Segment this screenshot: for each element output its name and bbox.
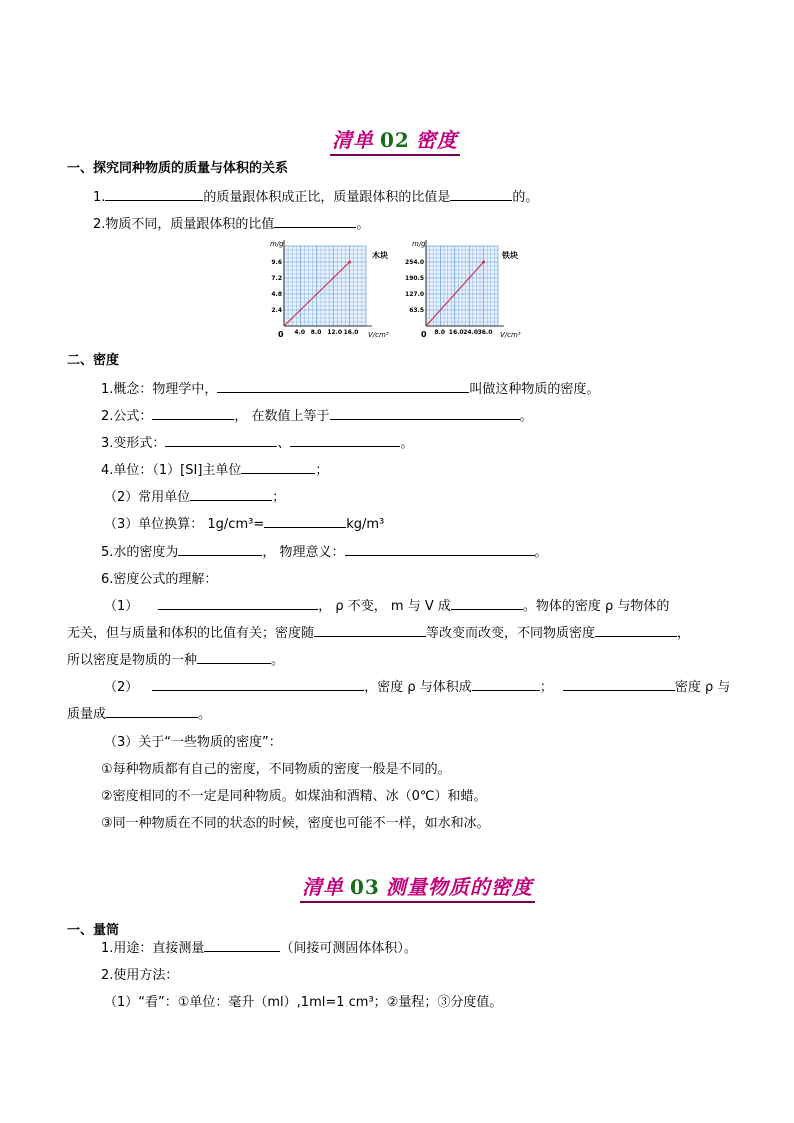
chart-wood-data-point (348, 261, 351, 264)
text: 2.公式： (101, 409, 153, 424)
chapter-02-number: 02 (380, 128, 410, 152)
density-unit-conversion (104, 513, 384, 532)
blank[interactable] (217, 380, 469, 393)
text: 。 (400, 436, 414, 451)
chapter-02-title (330, 124, 460, 156)
blank[interactable] (264, 515, 346, 528)
text: （间接可测固体体积）。 (280, 941, 417, 956)
chart-wood-y-tick-label: 9.6 (271, 259, 282, 266)
water-density (101, 541, 548, 560)
text: ， 物理意义： (262, 545, 345, 560)
chart-wood-x-axis-label: V/cm³ (368, 331, 389, 339)
density-variants (101, 432, 413, 451)
chapter-02-label: 清单 (332, 128, 374, 152)
text: 叫做这种物质的密度。 (469, 382, 600, 397)
text: ； (539, 680, 553, 695)
chart-iron-x-tick-label: 16.0 (448, 329, 464, 336)
understanding-3-title: （3）关于“一些物质的密度”： (104, 735, 282, 750)
blank[interactable] (190, 488, 272, 501)
chart-iron-x-tick-label: 36.0 (477, 329, 493, 336)
blank[interactable] (105, 188, 203, 201)
text: 等改变而改变，不同物质密度 (426, 626, 596, 641)
text: ， 在数值上等于 (234, 409, 330, 424)
text: 。 (198, 707, 212, 722)
text: 密度 ρ 与 (674, 680, 731, 695)
chart-wood-x-tick-label: 8.0 (310, 329, 322, 336)
text: kg/m³ (346, 517, 385, 532)
text: ， (677, 626, 691, 641)
formula-understanding-title: 6.密度公式的理解： (101, 572, 218, 587)
blank[interactable] (274, 215, 356, 228)
text: 5.水的密度为 (101, 545, 179, 560)
chart-iron-y-tick-label: 127.0 (405, 291, 424, 298)
understanding-1 (104, 595, 669, 614)
chart-iron-data-point (482, 261, 485, 264)
blank[interactable] (451, 597, 523, 610)
section-mass-volume-title: 一、探究同种物质的质量与体积的关系 (67, 161, 289, 176)
text: 。 (271, 653, 285, 668)
text: ； (315, 463, 329, 478)
blank[interactable] (330, 407, 520, 420)
chart-wood-y-tick-label: 7.2 (271, 275, 282, 282)
chart-iron-y-tick-label: 254.0 (405, 259, 424, 266)
chapter-03-title (300, 871, 535, 903)
text: 。物体的密度 ρ 与物体的 (522, 599, 670, 614)
text: 的。 (512, 190, 539, 205)
blank[interactable] (314, 624, 426, 637)
chart-wood-y-tick-label: 4.8 (271, 291, 282, 298)
chapter-03-label: 清单 (302, 875, 344, 899)
density-unit-si (101, 459, 328, 478)
text: 。 (519, 409, 533, 424)
line-1 (93, 186, 538, 205)
chart-wood-x-tick-label: 4.0 (294, 329, 306, 336)
section-cylinder-title: 一、量筒 (67, 923, 120, 938)
fact-3: ③同一种物质在不同的状态的时候，密度也可能不一样，如水和冰。 (101, 816, 490, 831)
text: （2）常用单位 (104, 490, 191, 505)
blank[interactable] (152, 407, 234, 420)
text: 所以密度是物质的一种 (67, 653, 198, 668)
blank[interactable] (204, 939, 280, 952)
blank[interactable] (563, 678, 675, 691)
cylinder-usage (101, 937, 417, 956)
chart-iron-y-axis-label: m/g (412, 240, 426, 248)
text: 、 (277, 436, 291, 451)
chart-wood-x-tick-label: 12.0 (327, 329, 343, 336)
blank[interactable] (595, 624, 677, 637)
density-concept (101, 378, 599, 397)
chart-iron-y-tick-label: 63.5 (409, 307, 424, 314)
chapter-03-name: 测量物质的密度 (385, 875, 533, 899)
section-density-title: 二、密度 (67, 353, 120, 368)
chart-iron (402, 236, 542, 342)
text: ②量程；③分度值。 (386, 995, 503, 1010)
blank[interactable] (241, 461, 315, 474)
line-2 (93, 213, 369, 232)
text: 2.物质不同，质量跟体积的比值 (93, 217, 275, 232)
text: ； (272, 490, 286, 505)
density-unit-common (104, 486, 285, 505)
blank[interactable] (158, 597, 318, 610)
text: 1.概念：物理学中， (101, 382, 218, 397)
fact-2: ②密度相同的不一定是同种物质。如煤油和酒精、冰（0℃）和蜡。 (101, 789, 487, 804)
text: ，密度 ρ 与体积成 (364, 680, 472, 695)
blank[interactable] (197, 651, 271, 664)
understanding-2 (104, 676, 730, 695)
cylinder-look (104, 991, 502, 1010)
text: 1. (93, 190, 106, 205)
understanding-1-end (67, 649, 284, 668)
text: （2） (104, 680, 139, 695)
chapter-03-number: 03 (350, 875, 380, 899)
chart-iron-x-tick-label: 8.0 (434, 329, 446, 336)
chart-wood-y-tick-label: 2.4 (271, 307, 282, 314)
text: 3.变形式： (101, 436, 166, 451)
blank[interactable] (178, 543, 262, 556)
fact-1: ①每种物质都有自己的密度，不同物质的密度一般是不同的。 (101, 762, 451, 777)
blank[interactable] (290, 434, 400, 447)
blank[interactable] (152, 678, 364, 691)
understanding-2-end (67, 703, 211, 722)
understanding-1-cont (67, 622, 690, 641)
blank[interactable] (450, 188, 512, 201)
chart-iron-origin: 0 (421, 330, 427, 339)
text: （1）“看”：①单位：毫升（ml）,1ml=1 cm³； (104, 995, 387, 1010)
chart-wood-y-axis-label: m/g (270, 240, 284, 248)
cylinder-method-title: 2.使用方法： (101, 968, 179, 983)
chart-iron-series-label: 铁块 (502, 251, 518, 260)
blank[interactable] (165, 434, 277, 447)
text: 质量成 (67, 707, 107, 722)
density-formula (101, 405, 533, 424)
text: 无关，但与质量和体积的比值有关；密度随 (67, 626, 315, 641)
text: ， ρ 不变， m 与 V 成 (318, 599, 451, 614)
chart-wood-x-tick-label: 16.0 (343, 329, 359, 336)
text: 的质量跟体积成正比，质量跟体积的比值是 (203, 190, 451, 205)
blank[interactable] (106, 705, 198, 718)
chart-wood-series-label: 木块 (372, 251, 388, 260)
text: 4.单位：（1）[SI]主单位 (101, 463, 242, 478)
chart-wood (256, 236, 396, 342)
blank[interactable] (472, 678, 540, 691)
text: 。 (534, 545, 548, 560)
blank[interactable] (345, 543, 535, 556)
text: （3）单位换算： 1g/cm³= (104, 517, 265, 532)
text: （1） (104, 599, 139, 614)
text: 。 (356, 217, 370, 232)
chart-iron-x-axis-label: V/cm³ (500, 331, 521, 339)
chart-wood-origin: 0 (278, 330, 284, 339)
chart-iron-y-tick-label: 190.5 (405, 275, 424, 282)
chapter-02-name: 密度 (415, 128, 458, 152)
text: 1.用途：直接测量 (101, 941, 205, 956)
chart-iron-x-tick-label: 24.0 (463, 329, 479, 336)
